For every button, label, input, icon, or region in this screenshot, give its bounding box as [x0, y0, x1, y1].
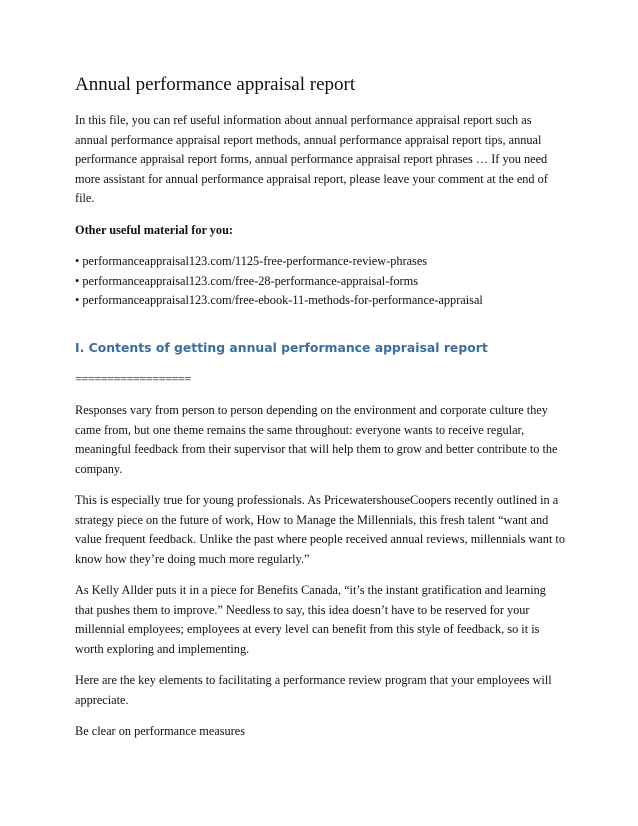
- document-page: [75, 73, 565, 754]
- section-heading: I. Contents of getting annual performance appraisal report: [75, 339, 488, 355]
- document-title: Annual performance appraisal report: [75, 74, 356, 95]
- text-divider: ==================: [75, 371, 191, 386]
- useful-link-item: • performanceappraisal123.com/free-28-performance-appraisal-forms: [75, 273, 418, 288]
- body-paragraph: Responses vary from person to person depending on the environment and corporate culture they came from, but one theme remains the same throughout: everyone wants to receive regular, meaningful feedback from their supervisor that will help them to grow and better contribute to the company.: [75, 403, 558, 476]
- useful-link-item: • performanceappraisal123.com/free-ebook-11-methods-for-performance-appraisal: [75, 293, 483, 307]
- useful-link-item: • performanceappraisal123.com/1125-free-performance-review-phrases: [75, 254, 428, 268]
- body-paragraph: Be clear on performance measures: [75, 724, 246, 738]
- useful-links-list: [75, 252, 565, 311]
- body-paragraph: This is especially true for young professionals. As PricewatershouseCoopers recently outlined in a strategy piece on the future of work, How to Manage the Millennials, this fresh talent “want and value frequent feedback. Unlike the past where people received annual reviews, millennials want to know how they’re doing much more regularly.”: [75, 493, 565, 566]
- body-paragraph: As Kelly Allder puts it in a piece for Benefits Canada, “it’s the instant gratification and learning that pushes them to improve.” Needless to say, this idea doesn’t have to be reserved for your millennial employees; employees at every level can benefit from this style of feedback, so it is worth exploring and implementing.: [75, 583, 546, 656]
- useful-material-label: Other useful material for you:: [75, 222, 234, 237]
- body-paragraph: Here are the key elements to facilitating a performance review program that your employees will appreciate.: [75, 673, 552, 707]
- intro-paragraph: In this file, you can ref useful information about annual performance appraisal report such as annual performance appraisal report methods, annual performance appraisal report tips, annual performance appraisal report forms, annual performance appraisal report phrases … If you need more assistant for annual performance appraisal report, please leave your comment at the end of file.: [75, 113, 548, 205]
